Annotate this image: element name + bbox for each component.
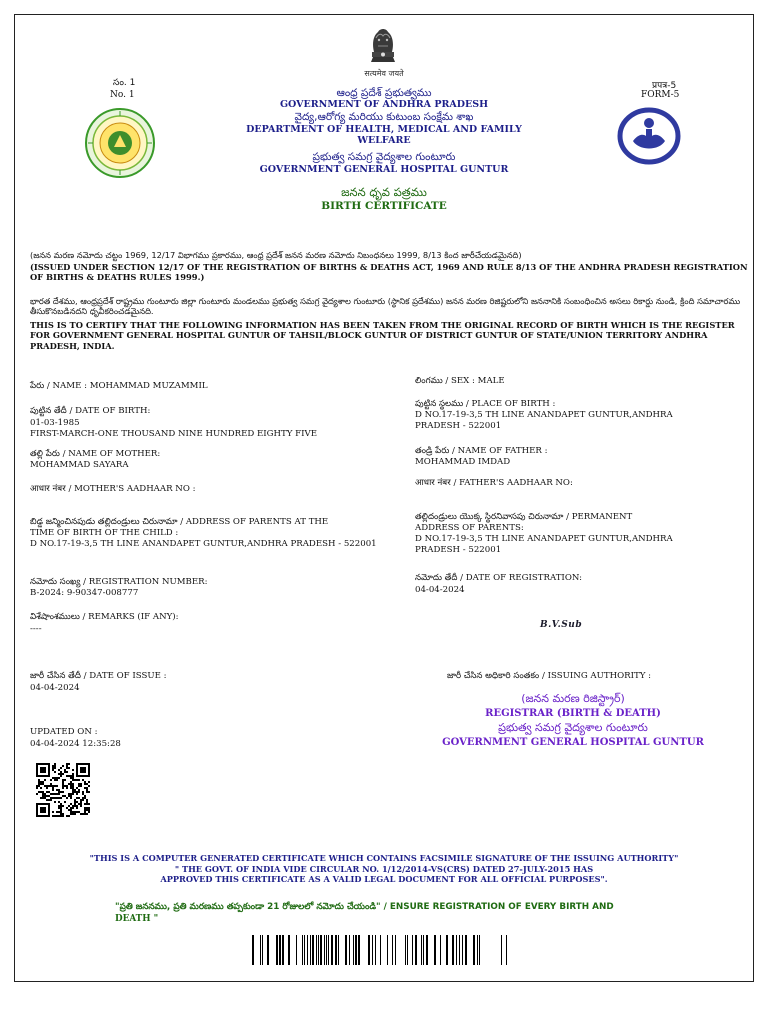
updated-on-label: UPDATED ON : bbox=[30, 727, 98, 737]
permanent-address-label-2: ADDRESS OF PARENTS: bbox=[415, 523, 524, 533]
father-name-label: తండ్రి పేరు / NAME OF FATHER : bbox=[415, 446, 548, 456]
hospital-title-te: ప్రభుత్వ సమగ్ర వైద్యశాల గుంటూరు bbox=[312, 151, 456, 163]
father-name-value: MOHAMMAD IMDAD bbox=[415, 457, 511, 467]
remarks-label: విశేషాంశములు / REMARKS (IF ANY): bbox=[30, 612, 179, 622]
authority-hospital-te: ప్రభుత్వ సమగ్ర వైద్యశాల గుంటూరు bbox=[498, 721, 648, 734]
permanent-address-value-1: D NO.17-19-3,5 TH LINE ANANDAPET GUNTUR,ANDHRA bbox=[415, 534, 673, 544]
address-at-birth-label-2: TIME OF BIRTH OF THE CHILD : bbox=[30, 528, 179, 538]
footer-note-2: " THE GOVT. OF INDIA VIDE CIRCULAR NO. 1/12/2014-VS(CRS) DATED 27-JULY-2015 HAS bbox=[174, 864, 594, 874]
address-at-birth-value: D NO.17-19-3,5 TH LINE ANANDAPET GUNTUR,ANDHRA PRADESH - 522001 bbox=[30, 539, 377, 549]
sex: లింగము / SEX : MALE bbox=[415, 376, 505, 386]
date-of-registration-value: 04-04-2024 bbox=[415, 585, 465, 595]
dept-title-te: వైద్య,ఆరోగ్య మరియు కుటుంబ సంక్షేమ శాఖ bbox=[294, 111, 474, 123]
permanent-address-label-1: తల్లిదండ్రులు యొక్క స్థిరనివాసపు చిరునామా / PERMANENT bbox=[415, 512, 633, 522]
barcode bbox=[252, 935, 510, 965]
dept-title-en-line2: WELFARE bbox=[357, 135, 411, 146]
address-at-birth-label-1: బిడ్డ జన్మించినపుడు తల్లిదండ్రులు చిరునామా / ADDRESS OF PARENTS AT THE bbox=[30, 517, 329, 527]
date-of-issue-label: జారీ చేసిన తేదీ / DATE OF ISSUE : bbox=[30, 671, 167, 681]
remarks-value: ---- bbox=[30, 624, 42, 634]
certify-te: భారత దేశము, ఆంధ్రప్రదేశ్ రాష్ట్రము గుంటూరు జిల్లా గుంటూరు మండలము ప్రభుత్వ సమగ్ర వైద్యశాల గుంటూరు (స్థానిక ప్రదేశము) జనన మరణ రిజిష్టరులోని జననానికి సంబంధించిన అసలు రికార్డు నుండి, క్రింది సమాచారము తీసుకొనబడినదని ధృవీకరించడమైనది. bbox=[30, 296, 741, 317]
qr-code bbox=[36, 763, 90, 817]
mother-aadhaar: आधार नंबर / MOTHER'S AADHAAR NO : bbox=[30, 484, 196, 494]
certificate-number-en: No. 1 bbox=[110, 90, 135, 100]
ensure-registration-line2: DEATH " bbox=[115, 914, 159, 924]
registrar-signature: B.V.Sub bbox=[540, 620, 583, 630]
issued-under-en: (ISSUED UNDER SECTION 12/17 OF THE REGISTRATION OF BIRTHS & DEATHS ACT, 1969 AND RULE 8/13 OF THE ANDHRA PRADESH REGISTRATION OF BIRTHS & DEATHS RULES 1999.) bbox=[30, 262, 748, 283]
registration-number-label: నమోదు సంఖ్య / REGISTRATION NUMBER: bbox=[30, 577, 208, 587]
mother-name-label: తల్లి పేరు / NAME OF MOTHER: bbox=[30, 449, 161, 459]
date-of-issue-value: 04-04-2024 bbox=[30, 683, 80, 693]
child-name: పేరు / NAME : MOHAMMAD MUZAMMIL bbox=[30, 381, 208, 391]
authority-hospital-en: GOVERNMENT GENERAL HOSPITAL GUNTUR bbox=[442, 737, 704, 748]
govt-title-te: ఆంధ్ర ప్రదేశ్ ప్రభుత్వము bbox=[336, 87, 432, 99]
ensure-registration-line1: "ప్రతి జననము, ప్రతి మరణము తప్పకుండా 21 రోజులలో నమోదు చేయండి" / ENSURE REGISTRATION OF EVERY BIRTH AND bbox=[115, 902, 614, 912]
govt-title-en: GOVERNMENT OF ANDHRA PRADESH bbox=[279, 99, 489, 110]
registration-number-value: B-2024: 9-90347-008777 bbox=[30, 588, 139, 598]
ap-state-seal-icon bbox=[84, 107, 156, 179]
place-of-birth-value-1: D NO.17-19-3,5 TH LINE ANANDAPET GUNTUR,ANDHRA bbox=[415, 410, 673, 420]
form-number-hi: प्रपत्र-5 bbox=[652, 81, 677, 91]
registrar-title-te: (జనన మరణ రిజిస్ట్రార్) bbox=[521, 692, 625, 705]
issuing-authority-label: జారీ చేసిన అధికారి సంతకం / ISSUING AUTHORITY : bbox=[447, 671, 652, 681]
certificate-number-te: సం. 1 bbox=[113, 78, 136, 88]
dob-value: 01-03-1985 bbox=[30, 418, 80, 428]
crs-logo-icon bbox=[617, 107, 681, 165]
form-number-en: FORM-5 bbox=[641, 90, 680, 100]
footer-note-3: APPROVED THIS CERTIFICATE AS A VALID LEGAL DOCUMENT FOR ALL OFFICIAL PURPOSES". bbox=[160, 874, 608, 884]
certificate-title-te: జనన ధృవ పత్రము bbox=[341, 185, 427, 199]
issued-under-te: (జనన మరణ నమోదు చట్టం 1969, 12/17 విభాగము ప్రకారము, ఆంధ్ర ప్రదేశ్ జనన మరణ నమోదు నిబంధనలు 1999, 8/13 కింద జారీచేయడమైనది) bbox=[30, 250, 522, 260]
dob-words: FIRST-MARCH-ONE THOUSAND NINE HUNDRED EIGHTY FIVE bbox=[30, 429, 317, 439]
footer-note-1: "THIS IS A COMPUTER GENERATED CERTIFICATE WHICH CONTAINS FACSIMILE SIGNATURE OF THE ISSUING AUTHORITY" bbox=[89, 853, 679, 863]
dept-title-en-line1: DEPARTMENT OF HEALTH, MEDICAL AND FAMILY bbox=[246, 124, 522, 135]
mother-name-value: MOHAMMAD SAYARA bbox=[30, 460, 129, 470]
date-of-registration-label: నమోదు తేదీ / DATE OF REGISTRATION: bbox=[415, 573, 582, 583]
national-emblem-icon bbox=[358, 24, 408, 68]
updated-on-value: 04-04-2024 12:35:28 bbox=[30, 739, 121, 749]
certify-en: THIS IS TO CERTIFY THAT THE FOLLOWING INFORMATION HAS BEEN TAKEN FROM THE ORIGINAL RECORD OF BIRTH WHICH IS THE REGISTER FOR GOVERNMENT GENERAL HOSPITAL GUNTUR OF TAHSIL/BLOCK GUNTUR OF DISTRICT GUNTUR OF STATE/UNION TERRITORY ANDHRA PRADESH, INDIA. bbox=[30, 320, 735, 351]
place-of-birth-label: పుట్టిన స్థలము / PLACE OF BIRTH : bbox=[415, 399, 556, 409]
permanent-address-value-2: PRADESH - 522001 bbox=[415, 545, 502, 555]
dob-label: పుట్టిన తేదీ / DATE OF BIRTH: bbox=[30, 406, 151, 416]
place-of-birth-value-2: PRADESH - 522001 bbox=[415, 421, 502, 431]
hospital-title-en: GOVERNMENT GENERAL HOSPITAL GUNTUR bbox=[259, 164, 509, 175]
father-aadhaar: आधार नंबर / FATHER'S AADHAAR NO: bbox=[415, 478, 573, 488]
certificate-title-en: BIRTH CERTIFICATE bbox=[321, 200, 447, 212]
registrar-title-en: REGISTRAR (BIRTH & DEATH) bbox=[485, 708, 661, 719]
emblem-motto: सत्यमेव जयते bbox=[364, 69, 404, 78]
